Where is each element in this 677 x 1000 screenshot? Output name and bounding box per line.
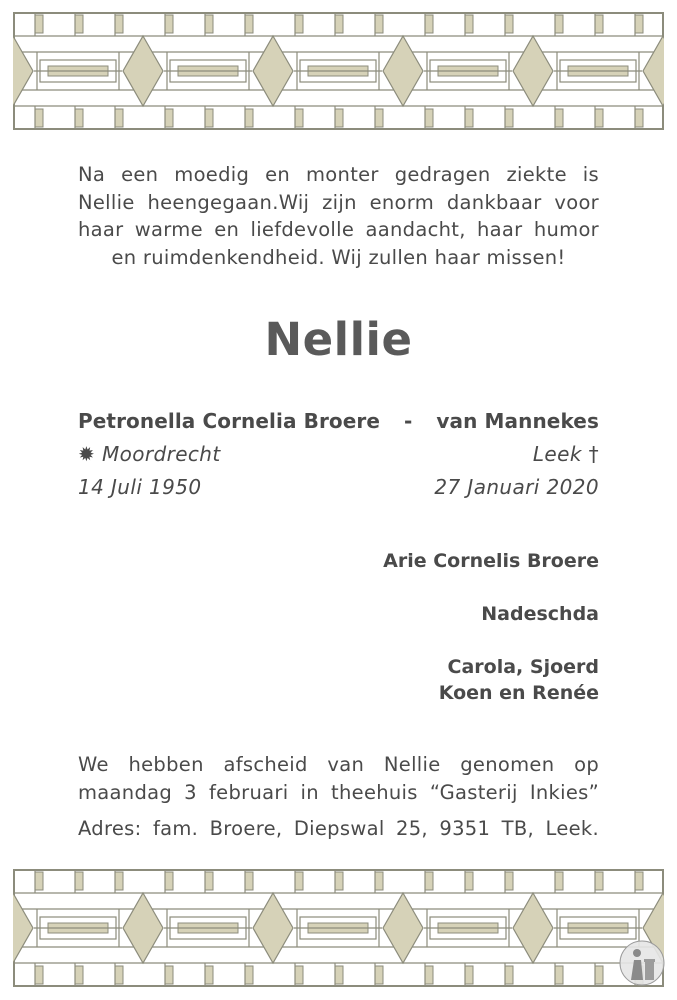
birth-date: 14 Juli 1950 bbox=[78, 475, 202, 499]
death-place: Leek bbox=[532, 442, 582, 466]
top-ornamental-border bbox=[13, 12, 664, 130]
relative-name: Nadeschda bbox=[481, 603, 599, 625]
relatives-list bbox=[383, 548, 599, 706]
dates-row bbox=[78, 475, 599, 499]
service-paragraph bbox=[78, 751, 599, 807]
relative-name: Carola, Sjoerd bbox=[447, 656, 599, 678]
death-cross-icon: † bbox=[588, 442, 599, 466]
birth-star-icon: ✹ bbox=[78, 442, 96, 466]
intro-line: Na een moedig en monter gedragen ziekte is bbox=[78, 163, 599, 186]
full-name-part: van Mannekes bbox=[436, 409, 599, 433]
full-name-separator: - bbox=[404, 409, 413, 433]
birth-place: Moordrecht bbox=[101, 442, 221, 466]
relative-name: Arie Cornelis Broere bbox=[383, 550, 599, 572]
address-line bbox=[78, 817, 599, 840]
death-date: 27 Januari 2020 bbox=[434, 475, 599, 499]
full-name-part: Petronella Cornelia Broere bbox=[78, 409, 381, 433]
address-text: Adres: fam. Broere, Diepswal 25, 9351 TB, Leek. bbox=[78, 817, 599, 840]
service-line: maandag 3 februari in theehuis “Gasterij Inkies” bbox=[78, 781, 599, 804]
intro-line: en ruimdenkendheid. Wij zullen haar missen! bbox=[111, 245, 566, 269]
intro-line: Nellie heengegaan.Wij zijn enorm dankbaar voor bbox=[78, 190, 599, 214]
relative-name: Koen en Renée bbox=[438, 682, 599, 704]
publisher-logo-icon bbox=[617, 938, 667, 988]
death-place-group bbox=[533, 442, 599, 466]
deceased-nickname-title: Nellie bbox=[264, 313, 413, 366]
bottom-ornamental-border bbox=[13, 869, 664, 987]
intro-line: haar warme en liefdevolle aandacht, haar humor bbox=[78, 218, 599, 241]
birth-place-group bbox=[78, 442, 221, 466]
places-row bbox=[78, 442, 599, 466]
deceased-full-name bbox=[78, 409, 599, 433]
intro-paragraph bbox=[78, 161, 599, 271]
service-line: We hebben afscheid van Nellie genomen op bbox=[78, 753, 599, 776]
